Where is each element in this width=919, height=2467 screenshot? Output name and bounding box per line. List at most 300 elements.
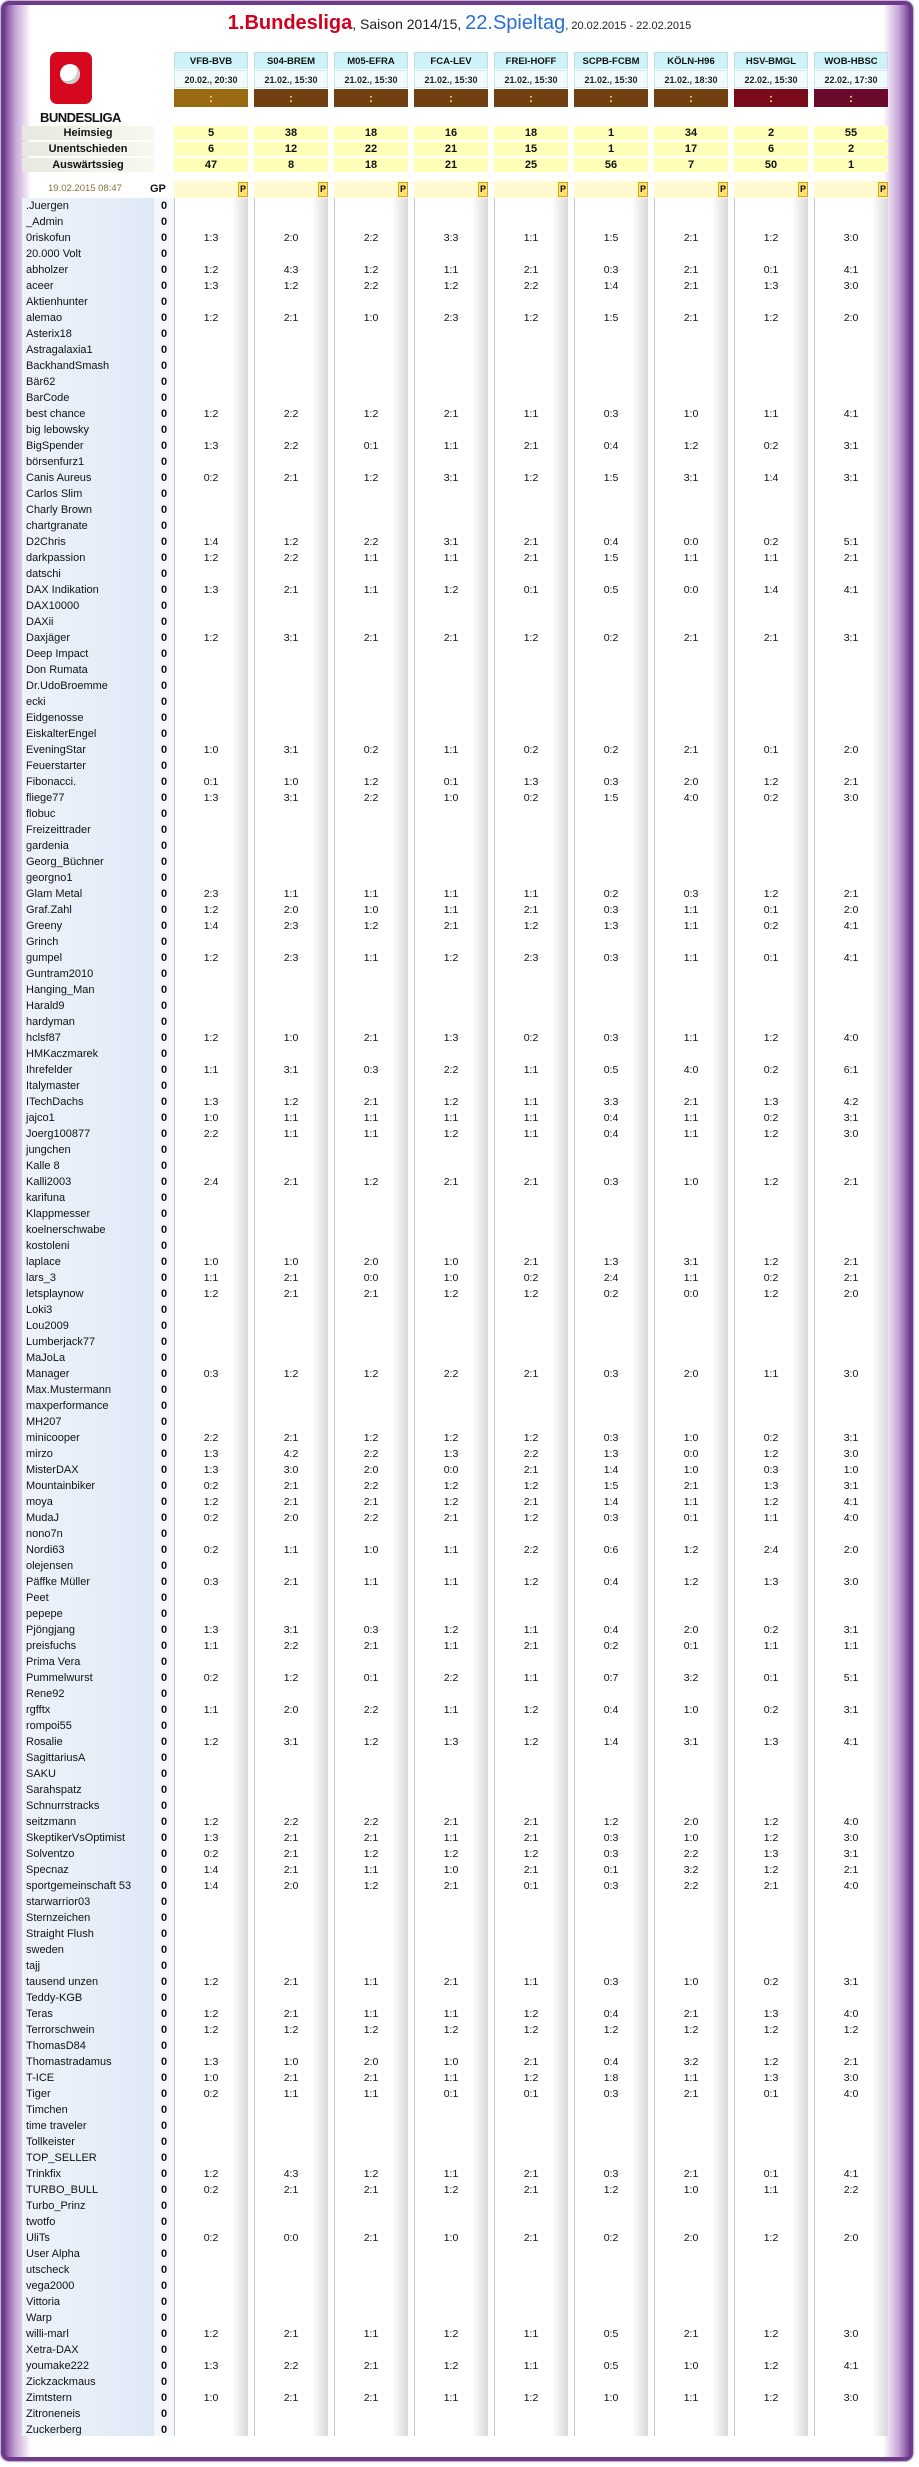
player-name[interactable]: Lou2009 — [26, 1320, 69, 1332]
player-tip: 1:0 — [443, 2056, 459, 2068]
player-gp: 0 — [160, 2136, 168, 2148]
player-name[interactable]: Max.Mustermann — [26, 1384, 111, 1396]
player-name[interactable]: pepepe — [26, 1608, 63, 1620]
player-name[interactable]: DAX Indikation — [26, 584, 99, 596]
player-name[interactable]: Teras — [26, 2008, 53, 2020]
player-tip: 1:2 — [203, 1288, 219, 1300]
player-tip: 1:1 — [523, 888, 539, 900]
stat-heimsieg-5: 18 — [494, 126, 568, 140]
table-row — [20, 2326, 900, 2342]
match-header-3 — [334, 50, 408, 120]
table-row — [20, 2118, 900, 2134]
player-tip: 0:0 — [683, 1448, 699, 1460]
player-gp: 0 — [160, 1880, 168, 1892]
table-row — [20, 1094, 900, 1110]
player-name[interactable]: gumpel — [26, 952, 63, 964]
player-name[interactable]: Canis Aureus — [26, 472, 92, 484]
table-row — [20, 406, 900, 422]
player-name[interactable]: twotfo — [26, 2216, 56, 2228]
player-tip: 0:3 — [603, 904, 619, 916]
player-name[interactable]: preisfuchs — [26, 1640, 77, 1652]
player-name[interactable]: Freizeittrader — [26, 824, 91, 836]
player-tip: 0:2 — [203, 2088, 219, 2100]
player-name[interactable]: Zickzackmaus — [26, 2376, 96, 2388]
player-gp: 0 — [160, 1192, 168, 1204]
player-tip: 2:2 — [283, 1640, 299, 1652]
player-gp: 0 — [160, 1320, 168, 1332]
player-tip: 0:1 — [443, 2088, 459, 2100]
stat-auswaertssieg-6: 56 — [574, 158, 648, 172]
player-tip: 0:1 — [363, 440, 379, 452]
player-name[interactable]: Rosalie — [26, 1736, 63, 1748]
player-gp: 0 — [160, 1432, 168, 1444]
player-gp: 0 — [160, 424, 168, 436]
player-gp: 0 — [160, 2216, 168, 2228]
player-gp: 0 — [160, 1624, 168, 1636]
player-tip: 0:2 — [763, 1624, 779, 1636]
player-name[interactable]: mirzo — [26, 1448, 53, 1460]
table-row — [20, 1878, 900, 1894]
player-gp: 0 — [160, 2312, 168, 2324]
player-gp: 0 — [160, 504, 168, 516]
table-row — [20, 454, 900, 470]
player-gp: 0 — [160, 1480, 168, 1492]
player-name[interactable]: Teddy-KGB — [26, 1992, 83, 2004]
player-name[interactable]: youmake222 — [26, 2360, 89, 2372]
player-name[interactable]: Joerg100877 — [26, 1128, 91, 1140]
player-name[interactable]: Turbo_Prinz — [26, 2200, 86, 2212]
player-tip: 2:1 — [523, 2168, 539, 2180]
player-gp: 0 — [160, 664, 168, 676]
player-tip: 0:3 — [603, 1976, 619, 1988]
player-tip: 2:2 — [283, 552, 299, 564]
player-name[interactable]: fliege77 — [26, 792, 65, 804]
player-name[interactable]: Charly Brown — [26, 504, 93, 516]
player-tip: 1:2 — [763, 232, 779, 244]
player-tip: 2:1 — [283, 2392, 299, 2404]
player-name[interactable]: Don Rumata — [26, 664, 88, 676]
player-name[interactable]: Glam Metal — [26, 888, 83, 900]
player-tip: 3:1 — [843, 1112, 859, 1124]
player-name[interactable]: HMKaczmarek — [26, 1048, 99, 1060]
player-tip: 1:2 — [443, 2328, 459, 2340]
player-tip: 0:0 — [683, 584, 699, 596]
player-name[interactable]: T-ICE — [26, 2072, 55, 2084]
player-name[interactable]: datschi — [26, 568, 61, 580]
points-header-2 — [254, 181, 328, 198]
player-name[interactable]: big lebowsky — [26, 424, 89, 436]
player-tip: 1:3 — [203, 280, 219, 292]
table-row — [20, 1382, 900, 1398]
player-tip: 1:2 — [443, 584, 459, 596]
player-name[interactable]: olejensen — [26, 1560, 74, 1572]
player-name[interactable]: SkeptikerVsOptimist — [26, 1832, 126, 1844]
player-name[interactable]: time traveler — [26, 2120, 87, 2132]
player-tip: 1:2 — [763, 1128, 779, 1140]
player-gp: 0 — [160, 2088, 168, 2100]
player-name[interactable]: Terrorschwein — [26, 2024, 95, 2036]
table-row — [20, 1398, 900, 1414]
player-name[interactable]: 20.000 Volt — [26, 248, 82, 260]
player-tip: 0:4 — [603, 1112, 619, 1124]
player-name[interactable]: MH207 — [26, 1416, 62, 1428]
player-tip: 1:0 — [443, 1256, 459, 1268]
player-tip: 1:2 — [763, 1032, 779, 1044]
player-name[interactable]: Guntram2010 — [26, 968, 94, 980]
player-gp: 0 — [160, 296, 168, 308]
player-tip: 2:1 — [363, 1640, 379, 1652]
player-name[interactable]: Zuckerberg — [26, 2424, 82, 2436]
player-name[interactable]: _Admin — [26, 216, 64, 228]
player-name[interactable]: chartgranate — [26, 520, 88, 532]
player-tip: 1:2 — [763, 2056, 779, 2068]
table-row — [20, 710, 900, 726]
table-row — [20, 1286, 900, 1302]
player-name[interactable]: Thomastradamus — [26, 2056, 112, 2068]
player-name[interactable]: Mountainbiker — [26, 1480, 96, 1492]
player-tip: 2:1 — [523, 1176, 539, 1188]
player-name[interactable]: börsenfurz1 — [26, 456, 85, 468]
player-tip: 1:2 — [203, 904, 219, 916]
player-tip: 3:1 — [683, 1256, 699, 1268]
player-tip: 2:1 — [523, 1464, 539, 1476]
player-name[interactable]: Georg_Büchner — [26, 856, 104, 868]
table-row — [20, 870, 900, 886]
player-name[interactable]: utscheck — [26, 2264, 70, 2276]
player-name[interactable]: sweden — [26, 1944, 64, 1956]
player-name[interactable]: Loki3 — [26, 1304, 53, 1316]
player-gp: 0 — [160, 1240, 168, 1252]
player-tip: 1:1 — [683, 1128, 699, 1140]
player-tip: 2:3 — [283, 920, 299, 932]
table-row — [20, 1590, 900, 1606]
player-name[interactable]: Kalli2003 — [26, 1176, 72, 1188]
player-name[interactable]: Peet — [26, 1592, 49, 1604]
player-tip: 1:1 — [363, 1112, 379, 1124]
player-name[interactable]: Timchen — [26, 2104, 68, 2116]
player-name[interactable]: kostoleni — [26, 1240, 70, 1252]
player-gp: 0 — [160, 1592, 168, 1604]
player-tip: 1:2 — [443, 2024, 459, 2036]
player-tip: 1:0 — [363, 312, 379, 324]
player-name[interactable]: Trinkfix — [26, 2168, 62, 2180]
player-name[interactable]: rompoi55 — [26, 1720, 72, 1732]
player-name[interactable]: Fibonacci. — [26, 776, 77, 788]
player-tip: 0:1 — [763, 2088, 779, 2100]
player-gp: 0 — [160, 1384, 168, 1396]
player-tip: 1:0 — [283, 1256, 299, 1268]
player-name[interactable]: MaJoLa — [26, 1352, 66, 1364]
player-name[interactable]: EveningStar — [26, 744, 86, 756]
player-name[interactable]: ThomasD84 — [26, 2040, 86, 2052]
player-tip: 1:3 — [763, 280, 779, 292]
player-name[interactable]: laplace — [26, 1256, 61, 1268]
player-tip: 2:2 — [363, 792, 379, 804]
player-name[interactable]: TURBO_BULL — [26, 2184, 99, 2196]
player-name[interactable]: Zimtstern — [26, 2392, 72, 2404]
player-name[interactable]: Dr.UdoBroemme — [26, 680, 108, 692]
player-name[interactable]: Feuerstarter — [26, 760, 86, 772]
player-name[interactable]: sportgemeinschaft 53 — [26, 1880, 132, 1892]
player-name[interactable]: aceer — [26, 280, 54, 292]
player-name[interactable]: D2Chris — [26, 536, 66, 548]
player-name[interactable]: DAX10000 — [26, 600, 80, 612]
player-name[interactable]: Aktienhunter — [26, 296, 88, 308]
player-name[interactable]: koelnerschwabe — [26, 1224, 106, 1236]
player-tip: 0:1 — [763, 904, 779, 916]
player-name[interactable]: jajco1 — [26, 1112, 55, 1124]
player-name[interactable]: Asterix18 — [26, 328, 72, 340]
player-tip: 0:2 — [523, 1272, 539, 1284]
player-tip: 0:2 — [763, 792, 779, 804]
player-name[interactable]: Daxjäger — [26, 632, 71, 644]
player-name[interactable]: MisterDAX — [26, 1464, 79, 1476]
player-name[interactable]: Päffke Müller — [26, 1576, 90, 1588]
player-gp: 0 — [160, 2184, 168, 2196]
player-tip: 2:2 — [363, 280, 379, 292]
player-gp: 0 — [160, 1304, 168, 1316]
player-name[interactable]: lars_3 — [26, 1272, 56, 1284]
player-name[interactable]: Manager — [26, 1368, 70, 1380]
player-tip: 2:1 — [363, 1096, 379, 1108]
player-name[interactable]: Grinch — [26, 936, 59, 948]
player-name[interactable]: jungchen — [26, 1144, 71, 1156]
table-row — [20, 918, 900, 934]
player-name[interactable]: Klappmesser — [26, 1208, 91, 1220]
player-tip: 1:0 — [363, 1544, 379, 1556]
player-tip: 0:5 — [603, 2360, 619, 2372]
player-tip: 1:2 — [203, 2024, 219, 2036]
player-name[interactable]: Ihrefelder — [26, 1064, 73, 1076]
player-tip: 1:1 — [763, 408, 779, 420]
player-gp: 0 — [160, 1400, 168, 1412]
match-teams: VFB-BVB — [174, 52, 248, 69]
player-name[interactable]: willi-marl — [26, 2328, 69, 2340]
player-tip: 1:0 — [683, 2184, 699, 2196]
player-name[interactable]: Bär62 — [26, 376, 56, 388]
table-row — [20, 1494, 900, 1510]
table-row — [20, 902, 900, 918]
player-name[interactable]: MudaJ — [26, 1512, 60, 1524]
player-tip: 2:3 — [283, 952, 299, 964]
player-tip: 2:1 — [363, 1496, 379, 1508]
player-tip: 3:2 — [683, 1864, 699, 1876]
table-row — [20, 950, 900, 966]
season-label: Saison 2014/15, — [356, 16, 466, 32]
player-tip: 1:2 — [763, 1176, 779, 1188]
player-name[interactable]: Schnurrstracks — [26, 1800, 100, 1812]
player-name[interactable]: DAXii — [26, 616, 54, 628]
table-row — [20, 1542, 900, 1558]
player-name[interactable]: Eidgenosse — [26, 712, 84, 724]
player-tip: 1:2 — [363, 1176, 379, 1188]
player-tip: 1:1 — [443, 2008, 459, 2020]
table-row — [20, 1062, 900, 1078]
table-row — [20, 598, 900, 614]
player-name[interactable]: nono7n — [26, 1528, 63, 1540]
table-row — [20, 2406, 900, 2422]
player-tip: 0:2 — [763, 1064, 779, 1076]
match-teams: M05-EFRA — [334, 52, 408, 69]
player-tip: 2:1 — [363, 2392, 379, 2404]
player-name[interactable]: Straight Flush — [26, 1928, 94, 1940]
player-name[interactable]: darkpassion — [26, 552, 86, 564]
player-tip: 1:1 — [443, 1112, 459, 1124]
tip-statistics — [20, 124, 900, 184]
player-name[interactable]: Specnaz — [26, 1864, 69, 1876]
player-tip: 3:0 — [843, 792, 859, 804]
player-name[interactable]: Kalle 8 — [26, 1160, 60, 1172]
player-name[interactable]: vega2000 — [26, 2280, 75, 2292]
player-name[interactable]: Greeny — [26, 920, 63, 932]
player-name[interactable]: Harald9 — [26, 1000, 65, 1012]
player-tip: 1:2 — [523, 472, 539, 484]
player-name[interactable]: ITechDachs — [26, 1096, 84, 1108]
player-gp: 0 — [160, 584, 168, 596]
points-label: P — [718, 182, 728, 197]
player-name[interactable]: flobuc — [26, 808, 56, 820]
table-row — [20, 1686, 900, 1702]
player-name[interactable]: Graf.Zahl — [26, 904, 72, 916]
player-gp: 0 — [160, 632, 168, 644]
player-name[interactable]: abholzer — [26, 264, 69, 276]
player-name[interactable]: Deep Impact — [26, 648, 89, 660]
player-name[interactable]: Vittoria — [26, 2296, 61, 2308]
player-name[interactable]: BackhandSmash — [26, 360, 110, 372]
player-name[interactable]: Sternzeichen — [26, 1912, 91, 1924]
player-tip: 0:2 — [363, 744, 379, 756]
table-row — [20, 2390, 900, 2406]
player-name[interactable]: Pummelwurst — [26, 1672, 93, 1684]
player-name[interactable]: UliTs — [26, 2232, 50, 2244]
player-tip: 1:1 — [763, 2184, 779, 2196]
player-tip: 4:1 — [843, 584, 859, 596]
table-row — [20, 1254, 900, 1270]
player-name[interactable]: seitzmann — [26, 1816, 77, 1828]
player-tip: 2:2 — [363, 232, 379, 244]
player-name[interactable]: Hanging_Man — [26, 984, 95, 996]
player-name[interactable]: Xetra-DAX — [26, 2344, 79, 2356]
player-tip: 0:3 — [603, 264, 619, 276]
player-name[interactable]: Sarahspatz — [26, 1784, 82, 1796]
player-name[interactable]: BigSpender — [26, 440, 84, 452]
stat-auswaertssieg-8: 50 — [734, 158, 808, 172]
player-name[interactable]: Tollkeister — [26, 2136, 75, 2148]
player-name[interactable]: tajj — [26, 1960, 41, 1972]
table-row — [20, 1526, 900, 1542]
player-tip: 0:0 — [363, 1272, 379, 1284]
player-tip: 1:2 — [203, 1976, 219, 1988]
player-name[interactable]: Warp — [26, 2312, 52, 2324]
player-name[interactable]: Solventzo — [26, 1848, 75, 1860]
player-name[interactable]: georgno1 — [26, 872, 73, 884]
player-tip: 0:3 — [603, 776, 619, 788]
player-name[interactable]: SAKU — [26, 1768, 56, 1780]
player-tip: 2:1 — [763, 632, 779, 644]
player-gp: 0 — [160, 472, 168, 484]
player-tip: 0:2 — [203, 1848, 219, 1860]
player-name[interactable]: moya — [26, 1496, 53, 1508]
player-name[interactable]: maxperformance — [26, 1400, 109, 1412]
stat-heimsieg-6: 1 — [574, 126, 648, 140]
stat-unentschieden-2: 12 — [254, 142, 328, 156]
player-tip: 4:3 — [283, 2168, 299, 2180]
player-tip: 1:2 — [763, 1496, 779, 1508]
player-name[interactable]: rgfftx — [26, 1704, 51, 1716]
table-row — [20, 1958, 900, 1974]
player-name[interactable]: Rene92 — [26, 1688, 65, 1700]
player-name[interactable]: TOP_SELLER — [26, 2152, 97, 2164]
player-name[interactable]: best chance — [26, 408, 86, 420]
player-name[interactable]: gardenia — [26, 840, 69, 852]
player-tip: 1:2 — [523, 920, 539, 932]
player-name[interactable]: Lumberjack77 — [26, 1336, 96, 1348]
player-name[interactable]: karifuna — [26, 1192, 66, 1204]
player-name[interactable]: alemao — [26, 312, 63, 324]
player-tip: 0:2 — [603, 1640, 619, 1652]
player-name[interactable]: EiskalterEngel — [26, 728, 97, 740]
player-name[interactable]: User Alpha — [26, 2248, 80, 2260]
player-tip: 1:2 — [283, 1368, 299, 1380]
player-name[interactable]: minicooper — [26, 1432, 80, 1444]
player-name[interactable]: hardyman — [26, 1016, 75, 1028]
match-date: 21.02., 15:30 — [574, 70, 648, 88]
player-tip: 0:3 — [363, 1064, 379, 1076]
player-name[interactable]: Zitroneneis — [26, 2408, 81, 2420]
player-gp: 0 — [160, 2328, 168, 2340]
player-gp: 0 — [160, 2056, 168, 2068]
player-tip: 1:1 — [523, 1624, 539, 1636]
player-name[interactable]: letsplaynow — [26, 1288, 84, 1300]
player-tip: 0:3 — [603, 2088, 619, 2100]
player-tip: 1:1 — [363, 1128, 379, 1140]
player-tip: 1:1 — [523, 1112, 539, 1124]
player-name[interactable]: Italymaster — [26, 1080, 80, 1092]
player-name[interactable]: 0riskofun — [26, 232, 71, 244]
stat-unentschieden-7: 17 — [654, 142, 728, 156]
table-row — [20, 2358, 900, 2374]
player-tip: 1:1 — [523, 232, 539, 244]
player-name[interactable]: starwarrior03 — [26, 1896, 91, 1908]
player-name[interactable]: Tiger — [26, 2088, 51, 2100]
player-name[interactable]: Astragalaxia1 — [26, 344, 93, 356]
player-name[interactable]: hclsf87 — [26, 1032, 61, 1044]
player-tip: 1:2 — [523, 312, 539, 324]
table-row — [20, 1926, 900, 1942]
player-tip: 1:1 — [523, 1128, 539, 1140]
player-gp: 0 — [160, 2424, 168, 2436]
player-name[interactable]: Carlos Slim — [26, 488, 83, 500]
player-name[interactable]: BarCode — [26, 392, 70, 404]
table-row — [20, 678, 900, 694]
table-row — [20, 1206, 900, 1222]
player-tip: 1:1 — [523, 2360, 539, 2372]
player-name[interactable]: ecki — [26, 696, 46, 708]
player-name[interactable]: Prima Vera — [26, 1656, 81, 1668]
player-name[interactable]: .Juergen — [26, 200, 69, 212]
table-row — [20, 1334, 900, 1350]
player-name[interactable]: tausend unzen — [26, 1976, 99, 1988]
player-tip: 1:2 — [203, 552, 219, 564]
player-tip: 0:2 — [603, 632, 619, 644]
player-gp: 0 — [160, 2200, 168, 2212]
player-tip: 1:5 — [603, 552, 619, 564]
player-name[interactable]: SagittariusA — [26, 1752, 86, 1764]
player-tip: 2:2 — [523, 1544, 539, 1556]
player-name[interactable]: Nordi63 — [26, 1544, 65, 1556]
player-name[interactable]: Pjöngjang — [26, 1624, 75, 1636]
match-result: : — [574, 89, 648, 107]
